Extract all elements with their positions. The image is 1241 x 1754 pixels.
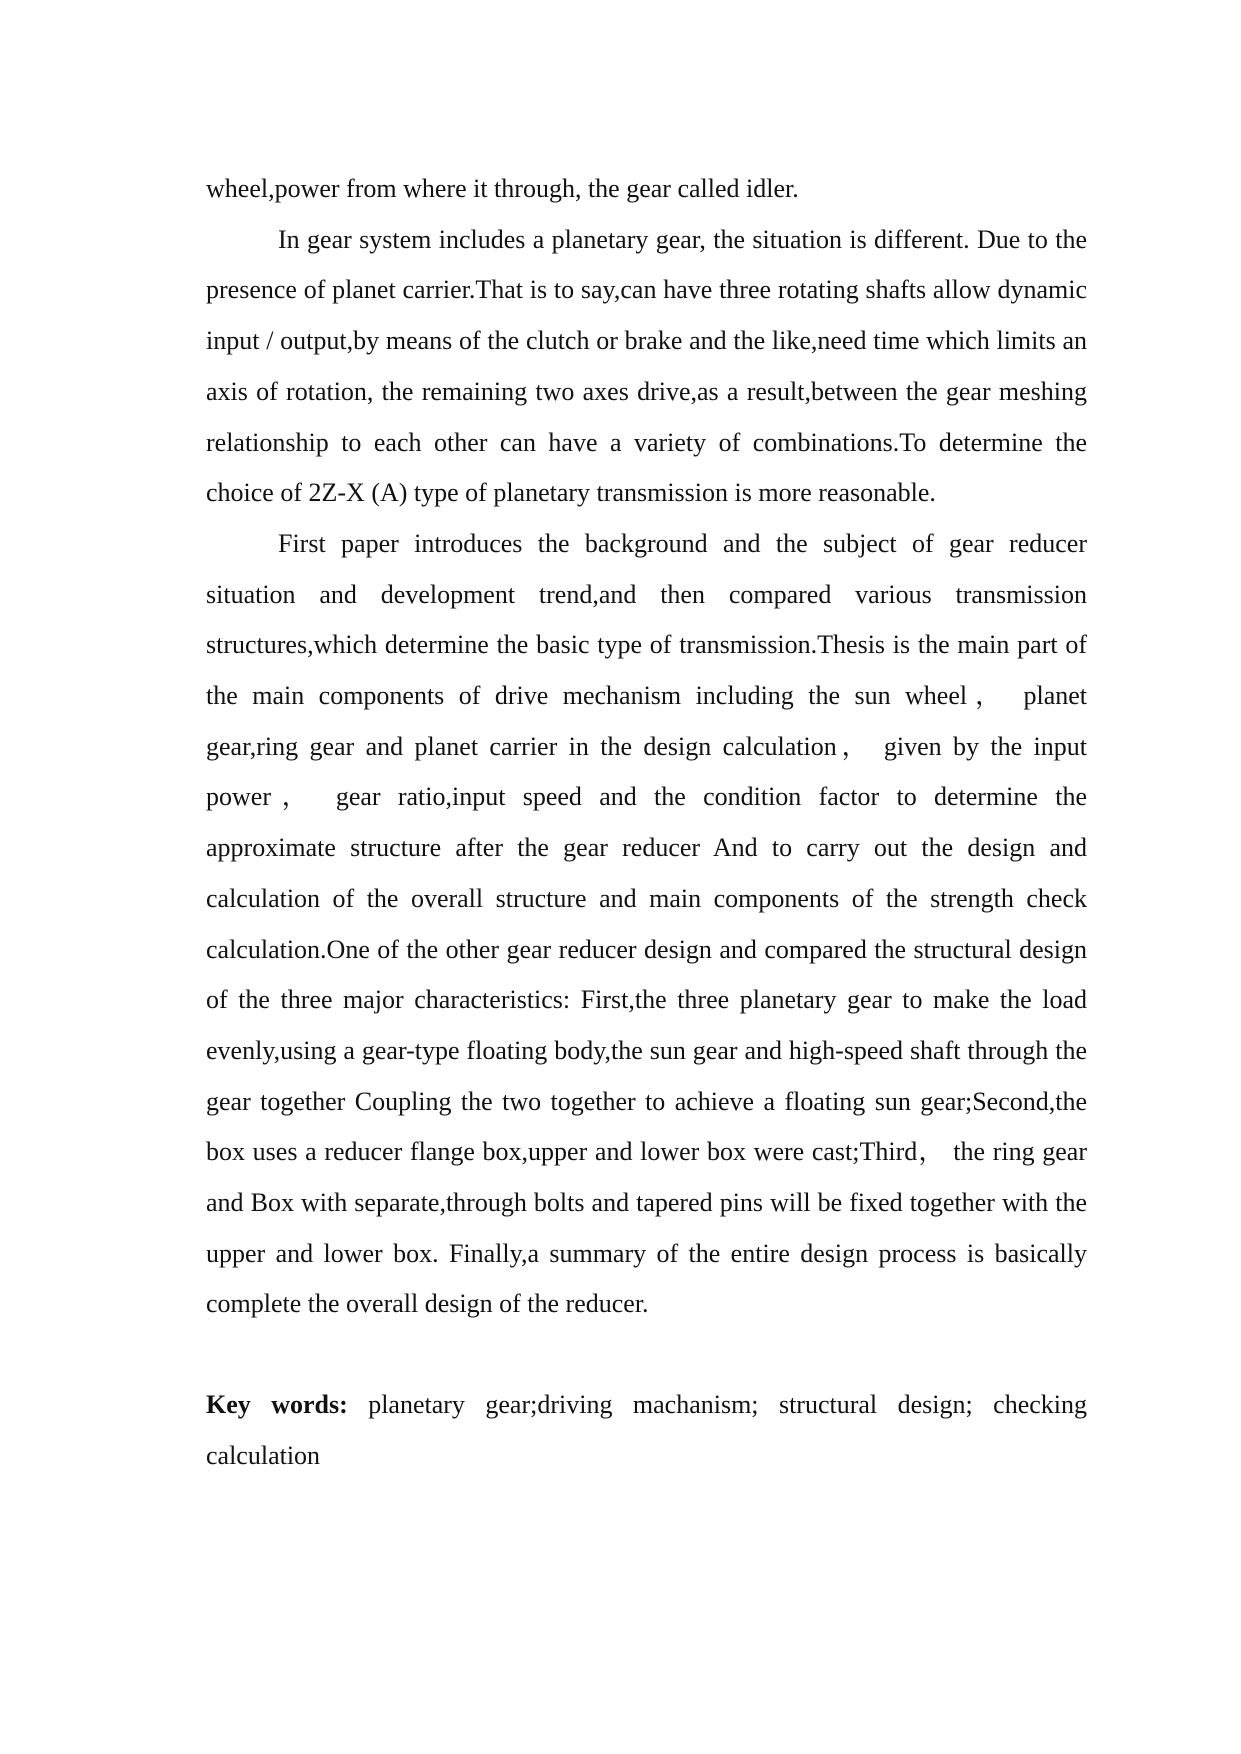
keywords-section	[206, 1380, 1087, 1481]
keywords-label: Key words:	[206, 1390, 348, 1420]
page-content	[206, 164, 1087, 1482]
paragraph-planetary-system: In gear system includes a planetary gear, the situation is different. Due to the presence of planet carrier.That is to say,can have three rotating shafts allow dynamic input / output,by means of the clutch or brake and the like,need time which limits an axis of rotation, the remaining two axes drive,as a result,between the gear meshing relationship to each other can have a variety of combinations.To determine the choice of 2Z-X (A) type of planetary transmission is more reasonable.	[206, 224, 1087, 508]
paragraph-paper-summary: First paper introduces the background and the subject of gear reducer situation and development trend,and then compared various transmission structures,which determine the basic type of transmission.Thesis is the main part of the main components of drive mechanism including the sun wheel， planet gear,ring gear and planet carrier in the design calculation， given by the input power， gear ratio,input speed and the condition factor to determine the approximate structure after the gear reducer And to carry out the design and calculation of the overall structure and main components of the strength check calculation.One of the other gear reducer design and compared the structural design of the three major characteristics: First,the three planetary gear to make the load evenly,using a gear-type floating body,the sun gear and high-speed shaft through the gear together Coupling the two together to achieve a floating sun gear;Second,the box uses a reducer flange box,upper and lower box were cast;Third， the ring gear and Box with separate,through bolts and tapered pins will be fixed together with the upper and lower box. Finally,a summary of the entire design process is basically complete the overall design of the reducer.	[206, 528, 1087, 1319]
keywords-text: planetary gear;driving machanism; structural design; checking calculation	[206, 1390, 1087, 1470]
paragraph-continuation: wheel,power from where it through, the gear called idler.	[206, 174, 799, 203]
